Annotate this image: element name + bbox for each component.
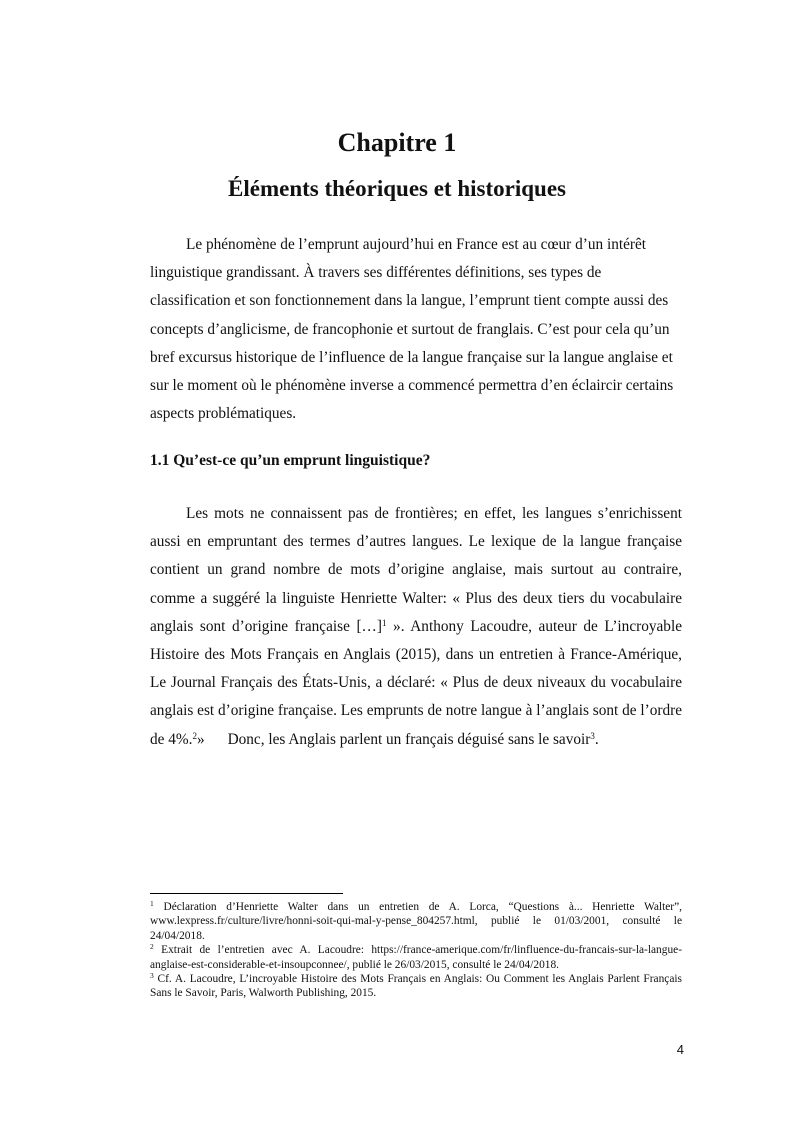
footnote-ref-3[interactable]: 3 [590, 730, 595, 741]
footnote-number: 3 [150, 971, 154, 981]
chapter-label: Chapitre 1 [337, 128, 457, 157]
footnote-number: 1 [150, 899, 154, 908]
footnote-ref-1[interactable]: 1 [381, 617, 387, 628]
footnote-separator [150, 893, 343, 894]
footnote-2 [150, 943, 682, 972]
footnote-3 [150, 972, 682, 1001]
footnote-text: Extrait de l’entretien avec A. Lacoudre: https://france-amerique.com/fr/linfluence-du-francais-sur-la-langue-anglaise-est-considerable-et-insoupconnee/, publié le 26/03/2015, consulté le 24/04/2018. [150, 944, 682, 971]
section-paragraph [150, 500, 682, 754]
footnotes [150, 900, 682, 1001]
page-number: 4 [676, 1042, 684, 1057]
intro-paragraph [150, 231, 682, 428]
section-heading: 1.1 Qu’est-ce qu’un emprunt linguistique? [150, 452, 431, 469]
footnote-text: Déclaration d’Henriette Walter dans un entretien de A. Lorca, “Questions à... Henriette Walter”, www.lexpress.fr/culture/livre/honni-soit-qui-mal-y-pense_804257.html, publié le 01/03/2001, consulté le 24/04/2018. [150, 901, 682, 942]
section-text-part1: Les mots ne connaissent pas de frontières; en effet, les langues s’enrichissent aussi en empruntant des termes d’autres langues. Le lexique de la langue française contient un grand nombre de mots d’origine anglaise, mais surtout au contraire, comme a suggéré la linguiste Henriette Walter: « Plus des deux tiers du vocabulaire anglais sont d’origine française […] [150, 505, 682, 635]
footnote-1 [150, 900, 682, 943]
section-text-part3: » Donc, les Anglais parlent un français déguisé sans le savoir [196, 730, 591, 748]
section-text-part2: ». Anthony Lacoudre, auteur de L’incroyable Histoire des Mots Français en Anglais (2015), dans un entretien à France-Amérique, Le Journal Français des États-Unis, a déclaré: « Plus de deux niveaux du vocabulaire anglais est d’origine française. Les emprunts de notre langue à l’anglais sont de l’ordre de 4%. [150, 617, 682, 748]
footnote-number: 2 [150, 942, 154, 952]
intro-text: Le phénomène de l’emprunt aujourd’hui en France est au cœur d’un intérêt linguistique grandissant. À travers ses différentes définitions, ses types de classification et son fonctionnement dans la langue, l’emprunt tient compte aussi des concepts d’anglicisme, de francophonie et surtout de franglais. C’est pour cela qu’un bref excursus historique de l’influence de la langue française sur la langue anglaise et sur le moment où le phénomène inverse a commencé permettra d’en éclaircir certains aspects problématiques. [150, 236, 674, 423]
footnote-text: Cf. A. Lacoudre, L’incroyable Histoire des Mots Français en Anglais: Ou Comment les Anglais Parlent Français Sans le Savoir, Paris, Walworth Publishing, 2015. [150, 973, 682, 1000]
section-text-part4: . [594, 730, 599, 748]
footnote-ref-2[interactable]: 2 [192, 730, 197, 741]
chapter-title: Éléments théoriques et historiques [228, 176, 566, 201]
